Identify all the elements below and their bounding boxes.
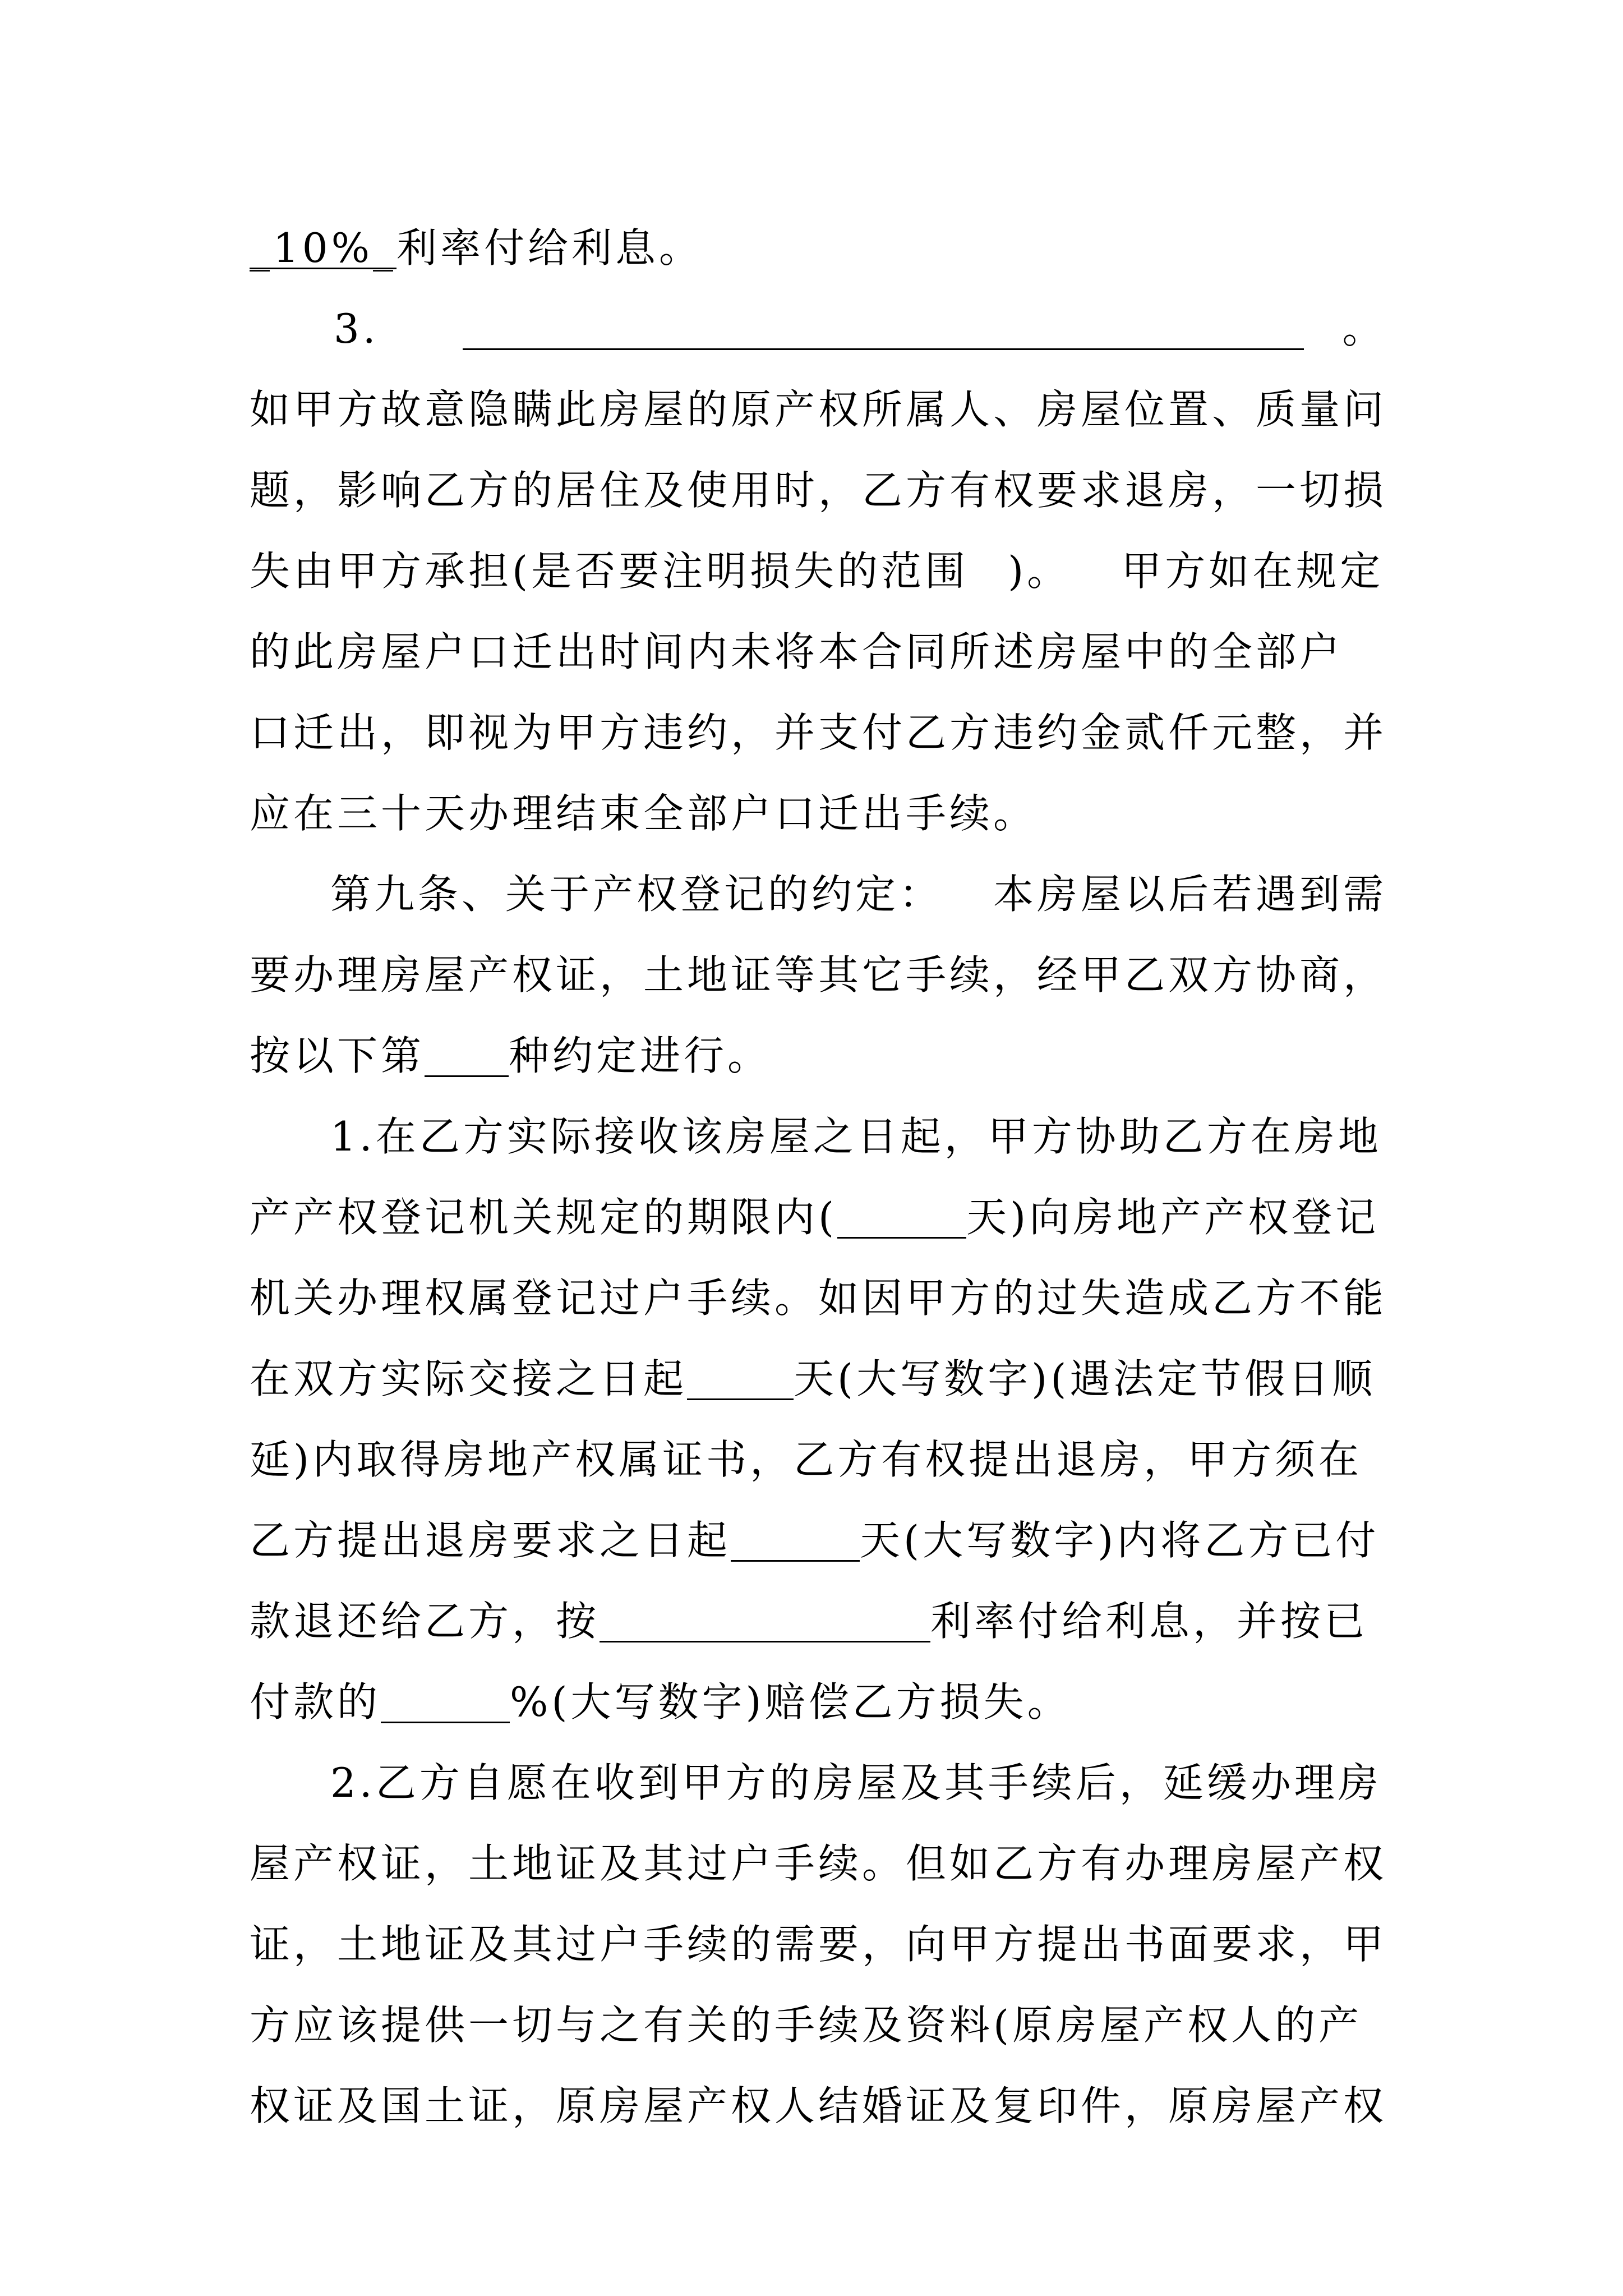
text-span: 天(大写数字)内将乙方已付 (860, 1517, 1380, 1564)
blank-underline (463, 300, 1304, 350)
text-line: 机关办理权属登记过户手续。如因甲方的过失造成乙方不能 (250, 1274, 1387, 1322)
text-line: 1.在乙方实际接收该房屋之日起，甲方协助乙方在房地 (330, 1113, 1382, 1160)
blank-underline (731, 1512, 860, 1562)
section-heading: 第九条、关于产权登记的约定： (330, 871, 943, 918)
text-span: 在双方实际交接之日起 (250, 1355, 688, 1402)
rate-fill: _10%_ (250, 224, 397, 272)
text-line (250, 854, 1387, 935)
text-line: 方应该提供一切与之有关的手续及资料(原房屋产权人的产 (250, 2001, 1363, 2049)
text-line: 证，土地证及其过户手续的需要，向甲方提出书面要求，甲 (250, 1921, 1387, 1968)
text-span: 款退还给乙方，按 (250, 1598, 600, 1645)
text-span: 本房屋以后若遇到需 (993, 871, 1387, 918)
text-line: 2.乙方自愿在收到甲方的房屋及其手续后，延缓办理房 (330, 1759, 1382, 1806)
text-line (250, 1581, 1382, 1662)
contract-body (250, 208, 1387, 2146)
text-line (250, 1662, 1382, 1742)
item-number: 3. (334, 305, 379, 352)
text-span: 。 (1342, 305, 1386, 352)
text-span: 产产权登记机关规定的期限内( (250, 1194, 838, 1241)
text-line: 应在三十天办理结束全部户口迁出手续。 (250, 790, 1038, 837)
text-span: 乙方提出退房要求之日起 (250, 1517, 731, 1564)
text-line: 要办理房屋产权证，土地证等其它手续，经甲乙双方协商， (250, 951, 1387, 999)
text-line: 延)内取得房地产权属证书，乙方有权提出退房，甲方须在 (250, 1436, 1363, 1483)
text-span: 天)向房地产产权登记 (966, 1194, 1380, 1241)
text-line: 的此房屋户口迁出时间内未将本合同所述房屋中的全部户 (250, 628, 1344, 675)
text-line: 权证及国土证，原房屋产权人结婚证及复印件，原房屋产权 (250, 2082, 1387, 2129)
text-line (250, 531, 1382, 611)
text-line (250, 1338, 1382, 1419)
text-span: 种约定进行。 (509, 1032, 772, 1079)
blank-underline (425, 1027, 509, 1077)
text-span: )。 (1008, 547, 1071, 595)
text-span: 利率付给利息。 (396, 224, 703, 272)
text-line: 屋产权证，土地证及其过户手续。但如乙方有办理房屋产权 (250, 1840, 1387, 1887)
text-line (250, 208, 1382, 288)
text-span: %(大写数字)赔偿乙方损失。 (510, 1678, 1071, 1726)
text-line: 如甲方故意隐瞒此房屋的原产权所属人、房屋位置、质量问 (250, 386, 1387, 433)
text-span: 付款的 (250, 1678, 381, 1726)
blank-underline (837, 1189, 966, 1239)
text-line (250, 288, 1386, 369)
blank-underline (381, 1673, 510, 1723)
text-span: 利率付给利息，并按已 (930, 1598, 1368, 1645)
text-line (250, 1500, 1382, 1581)
text-line: 题，影响乙方的居住及使用时，乙方有权要求退房，一切损 (250, 467, 1387, 514)
blank-underline (600, 1593, 930, 1642)
text-span: 天(大写数字)(遇法定节假日顺 (794, 1355, 1376, 1402)
text-span: 甲方如在规定 (1121, 547, 1384, 595)
text-line: 口迁出，即视为甲方违约，并支付乙方违约金贰仟元整，并 (250, 709, 1387, 756)
text-line (250, 1177, 1382, 1258)
blank-underline (687, 1350, 794, 1400)
text-line (250, 1015, 1382, 1096)
text-span: 失由甲方承担(是否要注明损失的范围 (250, 547, 969, 595)
text-span: 按以下第 (250, 1032, 425, 1079)
